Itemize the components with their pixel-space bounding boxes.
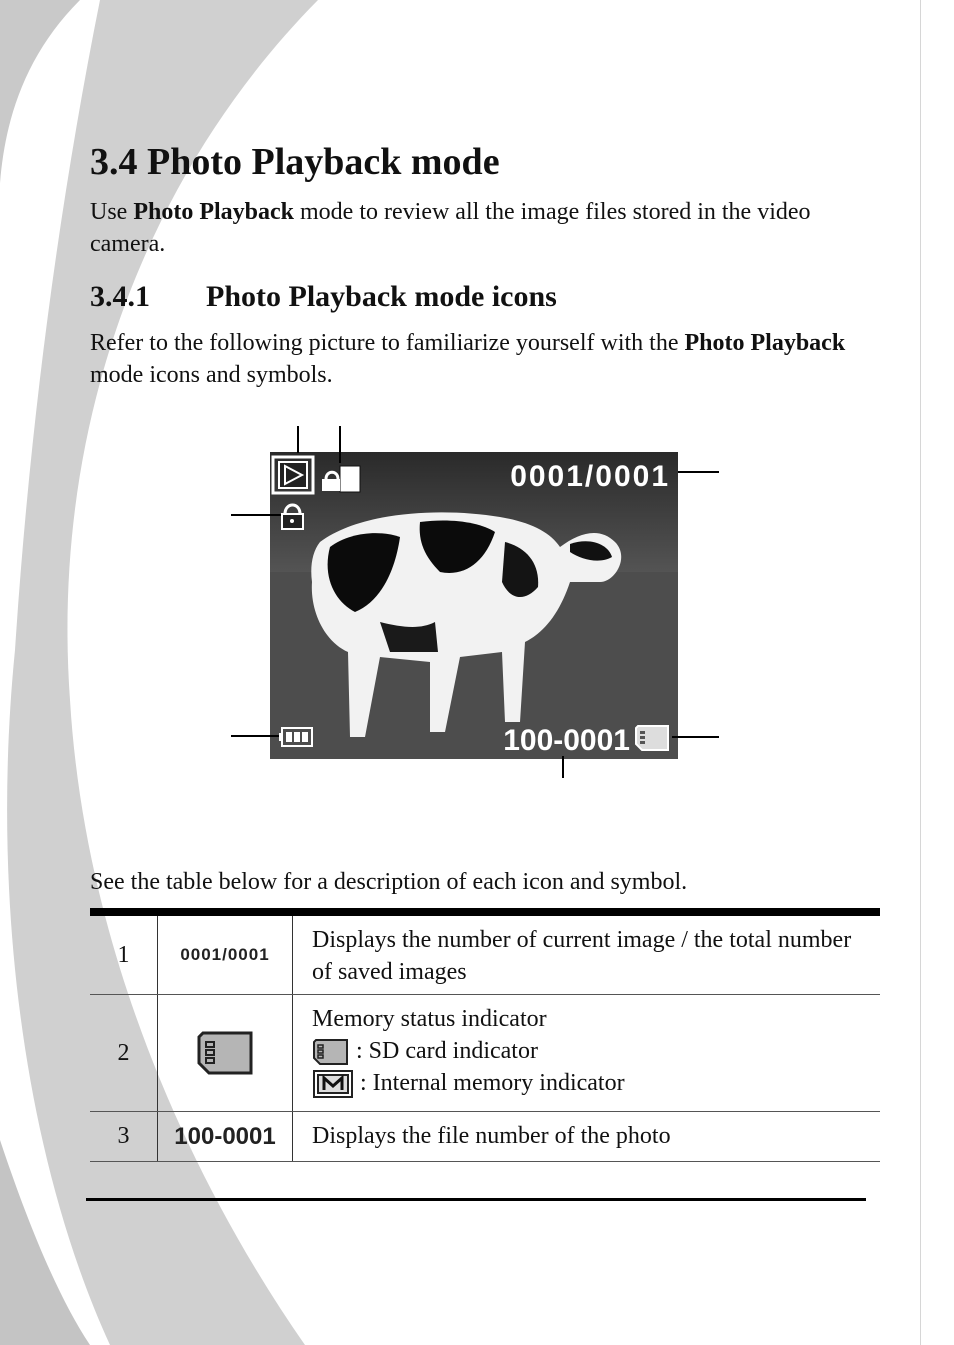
row-description: Displays the number of current image / the total number of saved images bbox=[312, 927, 852, 985]
intro-paragraph: Use Photo Playback mode to review all the image files stored in the video camera. bbox=[90, 199, 811, 257]
table-row bbox=[90, 995, 880, 1112]
table-intro: See the table below for a description of each icon and symbol. bbox=[90, 869, 688, 895]
row-icon-cell bbox=[158, 995, 293, 1111]
sd-card-icon bbox=[636, 726, 668, 750]
right-margin-rule bbox=[920, 0, 921, 1345]
callout-line-counter bbox=[678, 471, 719, 473]
memory-status-title: Memory status indicator bbox=[312, 1006, 547, 1032]
row-number: 2 bbox=[90, 995, 158, 1111]
internal-memory-line: : Internal memory indicator bbox=[312, 1067, 870, 1099]
callout-line-sd bbox=[672, 736, 719, 738]
table-row bbox=[90, 916, 880, 995]
lock-icon bbox=[282, 505, 303, 529]
row-icon-cell bbox=[158, 1112, 293, 1161]
callout-line-playback bbox=[297, 426, 299, 453]
row-description bbox=[293, 995, 880, 1111]
sd-card-small-icon bbox=[312, 1038, 350, 1066]
sd-card-line: : SD card indicator bbox=[312, 1035, 870, 1067]
row-icon-cell bbox=[158, 916, 293, 994]
refer-paragraph: Refer to the following picture to familiarize yourself with the Photo Playback mode icons and symbols. bbox=[90, 330, 846, 388]
internal-memory-icon bbox=[312, 1069, 354, 1099]
file-number-symbol: 100-0001 bbox=[174, 1122, 276, 1150]
battery-icon bbox=[279, 728, 312, 746]
callout-line-file bbox=[562, 756, 564, 778]
page-bottom-rule bbox=[86, 1198, 866, 1201]
table-top-rule bbox=[90, 908, 880, 916]
file-number-text: 100-0001 bbox=[503, 724, 630, 757]
row-number: 1 bbox=[90, 916, 158, 994]
section-heading: 3.4 Photo Playback mode bbox=[90, 141, 500, 183]
table-row bbox=[90, 1112, 880, 1162]
sd-card-icon bbox=[197, 1031, 253, 1075]
icon-description-table bbox=[90, 908, 880, 1162]
playback-icon bbox=[273, 457, 313, 493]
image-counter-text: 0001/0001 bbox=[510, 460, 670, 493]
row-description: Displays the file number of the photo bbox=[312, 1123, 671, 1149]
subsection-heading: 3.4.1 Photo Playback mode icons bbox=[90, 280, 557, 313]
screen-overlay bbox=[270, 452, 678, 759]
counter-symbol: 0001/0001 bbox=[180, 945, 270, 964]
row-number: 3 bbox=[90, 1112, 158, 1161]
protect-icon bbox=[322, 466, 360, 492]
